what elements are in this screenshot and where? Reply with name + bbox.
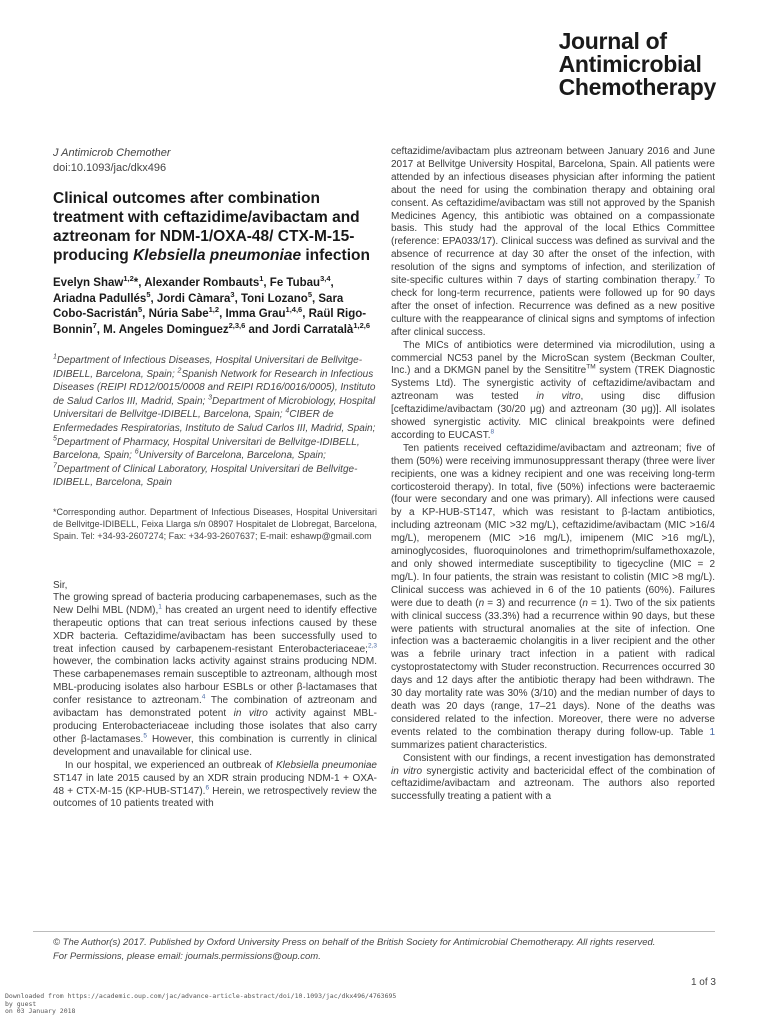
author-name: Sara Cobo-Sacristán [53, 292, 344, 320]
journal-name-line: Antimicrobial [558, 51, 702, 77]
body-text-run: ST147 in late 2015 caused by an XDR strain producing NDM-1 + OXA-48 + CTX-M-15 (KP-HUB-ST147). [53, 772, 377, 797]
author-sep: , [96, 323, 104, 336]
journal-name-line: Chemotherapy [558, 74, 716, 100]
download-stamp [5, 993, 396, 1016]
copyright-notice [53, 936, 733, 964]
body-text-run: Consistent with our findings, a recent investigation has demonstrated [403, 752, 715, 764]
body-text-run: system (TREK Diagnostic Systems Ltd). The synergistic activity of ceftazidime/avibactam and aztreonam was tested [391, 365, 715, 403]
body-text-run: has created an urgent need to identify effective therapeutic options that can treat serious infections caused by these XDR bacteria. Ceftazidime/avibactam has been successfully used to treat infection caused by carbapenem-resistant Enterobacteriaceae; [53, 604, 378, 655]
body-text-run: Ten patients received ceftazidime/avibactam and aztreonam; five of them (50%) were receiving immunosuppressant therapy (three were liver recipients, one was a kidney recipient and one was receiving long-term corticosteroid therapy). In total, five (50%) infections were bacteraemic (four were secondary and one was primary). All infections were caused by a KP-HUB-ST147, which was resistant to β-lactam antibiotics, including aztreonam (MIC >32 mg/L), ceftazidime/avibactam (MIC >16/4 mg/L), meropenem (MIC >16 mg/L), imipenem (MIC >16 mg/L), aminoglycosides, fluoroquinolones and trimethoprim/sulfamethoxazole, and only showed intermediate susceptibility to tigecycline (MIC = 2 mg/L). In four patients, the strain was resistant to colistin (MIC >8 mg/L). Clinical success was achieved in 6 of the 10 patients (60%). Failures were due to death ( [391, 442, 715, 609]
citation-ref[interactable]: 5 [143, 732, 147, 740]
affil-text: Department of Pharmacy, Hospital Universitari de Bellvitge-IDIBELL, Barcelona, Spain; [53, 436, 360, 462]
author-name: Alexander Rombauts [144, 277, 260, 289]
affil-text: CIBER de Enfermedades Respiratorias, Instituto de Salud Carlos III, Madrid, Spain; [53, 409, 376, 434]
body-text-run: To check for long-term recurrence, patients were followed up for 90 days after the onset of infection. Recurrence was defined as a new positive culture with the reappearance of clinical signs and symptoms of infection after clinical success. [391, 275, 715, 338]
citation-ref[interactable]: 6 [205, 784, 210, 792]
affil-sup: 6 [134, 448, 139, 456]
citation-ref[interactable]: 2,3 [367, 642, 377, 650]
body-italic: Klebsiella pneumoniae [275, 759, 377, 771]
left-column [53, 146, 377, 811]
affil-text: Department of Clinical Laboratory, Hospital Universitari de Bellvitge-IDIBELL, Barcelona, Spain [53, 463, 358, 489]
author-sep: , [330, 277, 334, 289]
author-affil-sup: 5 [146, 289, 151, 299]
body-text-run: The MICs of antibiotics were determined via microdilution, using a commercial NC53 panel by the MicroScan system (Beckman Coulter, Inc.) and a DKMGN panel by the Sensititre [391, 339, 715, 377]
body-text-run: , using disc diffusion [ceftazidime/avibactam (30/20 μg) and aztreonam (30 μg)]. All isolates showed synergistic activity. MIC clinical breakpoints were defined according to EUCAST. [391, 391, 716, 441]
body-paragraph [391, 443, 715, 753]
doi: doi:10.1093/jac/dkx496 [53, 162, 167, 174]
article-title [53, 189, 377, 265]
body-italic: n [582, 597, 588, 609]
download-line: by guest [5, 999, 37, 1008]
title-text: Clinical outcomes after combination treatment with ceftazidime/avibactam and aztreonam for NDM-1/OXA-48/ CTX-M-15-producing [53, 190, 360, 264]
body-text-run: However, this combination is currently in clinical development and unavailable for clinical use. [53, 733, 377, 758]
body-paragraph [391, 340, 715, 443]
author-sep: , [219, 308, 226, 320]
author-affil-sup: 3 [230, 289, 235, 299]
author-name: Jordi Càmara [156, 292, 231, 305]
journal-citation: J Antimicrob Chemother [53, 147, 171, 159]
journal-name-line: Journal of [558, 28, 667, 54]
author-sep: , [263, 277, 270, 289]
author-affil-sup: 3,4 [320, 274, 331, 284]
author-sep: *, [133, 277, 145, 289]
corresponding-author: *Corresponding author. Department of Infectious Diseases, Hospital Universitari de Bellvitge-IDIBELL, Feixa Llarga s/n 08907 Hospitalet de Llobregat, Barcelona, Spain. Tel: +34-93-2607274; Fax: +34-93-2607637; E-mail: eshawp@gmail.com [53, 506, 377, 541]
left-body [53, 592, 377, 811]
author-affil-sup: 1,2 [123, 274, 134, 284]
affil-text: University of Barcelona, Barcelona, Spain; [138, 450, 326, 462]
body-italic: in vitro [391, 765, 423, 777]
body-text-run: The combination of aztreonam and avibactam has demonstrated potent [53, 695, 377, 720]
body-text-run: ceftazidime/avibactam plus aztreonam between January 2016 and June 2017 at Bellvitge University Hospital, Barcelona, Spain. All patients were attended by an infectious diseases physician after informing the patient about the need for using the combination therapy and obtaining oral consent. As ceftazidime/avibactam was still not approved by the Spanish Medicines Agency, this antibiotic was obtained on a compassionate basis. This study had the approval of the local Ethics Committee (reference: EPA033/17). Clinical success was defined as survival and the absence of recurrence at day 30 after the onset of the infection, with resolution of the signs and symptoms of infection, and sterilization of site-specific cultures within 7 days of starting combination therapy. [391, 146, 715, 287]
table-link[interactable]: 1 [709, 726, 715, 738]
author-name: Toni Lozano [240, 292, 308, 305]
affil-text: Department of Microbiology, Hospital Universitari de Bellvitge-IDIBELL, Barcelona, Spain; [53, 395, 376, 421]
citation-ref[interactable]: 7 [696, 273, 701, 281]
author-name: Fe Tubau [269, 277, 321, 289]
affil-sup: 4 [285, 408, 290, 416]
download-line: on 03 January 2018 [5, 1007, 76, 1015]
permissions-line: For Permissions, please email: journals.permissions@oup.com. [53, 951, 321, 962]
affil-text: Spanish Network for Research in Infectious Diseases (REIPI RD12/0015/0008 and REIPI RD16/0016/0005), Instituto de Salud Carlos III, Madrid, Spain; [53, 368, 376, 407]
page-number: 1 of 3 [690, 977, 716, 988]
body-italic: n [478, 597, 485, 609]
affil-sup: 5 [53, 435, 57, 443]
author-name: Evelyn Shaw [53, 277, 124, 289]
body-text-run: = 3) and recurrence ( [484, 597, 583, 609]
citation-ref[interactable]: 4 [201, 693, 206, 701]
author-affil-sup: 1 [259, 274, 264, 284]
body-paragraph [53, 592, 377, 760]
title-organism: Klebsiella pneumoniae [133, 247, 302, 264]
body-italic: in vitro [233, 708, 268, 720]
affil-sup: 2 [177, 367, 182, 375]
body-paragraph [391, 753, 715, 805]
body-paragraph [53, 760, 377, 812]
affil-text: Department of Infectious Diseases, Hospital Universitari de Bellvitge-IDIBELL, Barcelona, Spain; [53, 355, 363, 380]
author-name: Ariadna Padullés [53, 292, 147, 305]
body-text-run: In our hospital, we experienced an outbreak of [65, 759, 276, 771]
title-text: infection [305, 247, 370, 264]
body-text-run: The growing spread of bacteria producing carbapenemases, such as the New Delhi MBL (NDM), [53, 591, 377, 616]
author-name: Jordi Carratalà [272, 323, 354, 336]
author-sep: , [311, 292, 319, 305]
citation-ref[interactable]: 1 [158, 603, 162, 611]
author-sep: , [234, 292, 241, 305]
body-paragraph [391, 146, 715, 340]
copyright-line: © The Author(s) 2017. Published by Oxford University Press on behalf of the British Society for Antimicrobial Chemotherapy. All rights reserved. [53, 937, 656, 948]
author-affil-sup: 7 [92, 320, 97, 330]
download-line: Downloaded from https://academic.oup.com/jac/advance-article-abstract/doi/10.1093/jac/dkx496/4763695 [5, 992, 397, 1000]
author-affil-sup: 1,4,6 [285, 305, 303, 315]
author-list [53, 276, 377, 338]
salutation: Sir, [53, 579, 68, 591]
body-text-run: Herein, we retrospectively review the outcomes of 10 patients treated with [53, 785, 377, 810]
author-affil-sup: 2,3,6 [228, 320, 246, 330]
author-affil-sup: 1,2 [208, 305, 220, 315]
author-name: M. Angeles Dominguez [103, 323, 229, 336]
author-sep: , [150, 292, 157, 305]
author-name: Imma Grau [225, 308, 286, 320]
affiliations [53, 354, 377, 490]
footer-divider [33, 931, 715, 932]
citation-ref[interactable]: 8 [490, 428, 495, 436]
author-sep: and [245, 323, 273, 336]
body-text-run: summarizes patient characteristics. [391, 739, 548, 751]
author-sep: , [302, 308, 309, 320]
body-italic: in vitro [536, 391, 581, 403]
affil-sup: 1 [53, 353, 57, 361]
body-text-run: = 1). Two of the six patients with clinical success (33.3%) had a recurrence within 90 days, but these were patients with structural anomalies at the site of infection. One infection was a bacteraemic cholangitis in a liver recipient and the other was a febrile urinary tract infection in a patient with radical cystoprostatectomy with Studer reconstruction. Recurrences occurred 30 days and 12 days after the antibiotic therapy had been withdrawn. The 30 day mortality rate was 30% (3/10) and the median number of days to death was 20 days (range, 17–21 days). None of the deaths was considered related to the infection. Moreover, there were no adverse events related to the combination therapy during follow-up. Table [391, 597, 716, 738]
affil-sup: 7 [53, 462, 57, 470]
author-sep: , [142, 308, 149, 320]
author-affil-sup: 5 [307, 289, 312, 299]
body-text-run: however, the combination lacks activity against strains producing NDM. These carbapenemases remain susceptible to aztreonam, although most MBL-producing isolates also harbour ESBLs or other β-lactamases that confer resistance to aztreonam. [53, 656, 377, 707]
body-text-run: synergistic activity and bactericidal effect of the combination of ceftazidime/avibactam and aztreonam. The authors also reported successfully treating a patient with a [391, 765, 715, 803]
affil-sup: 3 [208, 394, 212, 402]
body-text-run: activity against MBL-producing Enterobacteriaceae including those isolates that also carry other β-lactamases. [53, 708, 377, 745]
trademark-sup: TM [586, 364, 596, 372]
author-affil-sup: 1,2,6 [353, 320, 371, 330]
author-name: Núria Sabe [148, 308, 209, 320]
author-name: Raül Rigo-Bonnin [53, 308, 367, 336]
author-affil-sup: 5 [138, 305, 143, 315]
journal-masthead [559, 30, 716, 99]
right-column [391, 146, 715, 804]
